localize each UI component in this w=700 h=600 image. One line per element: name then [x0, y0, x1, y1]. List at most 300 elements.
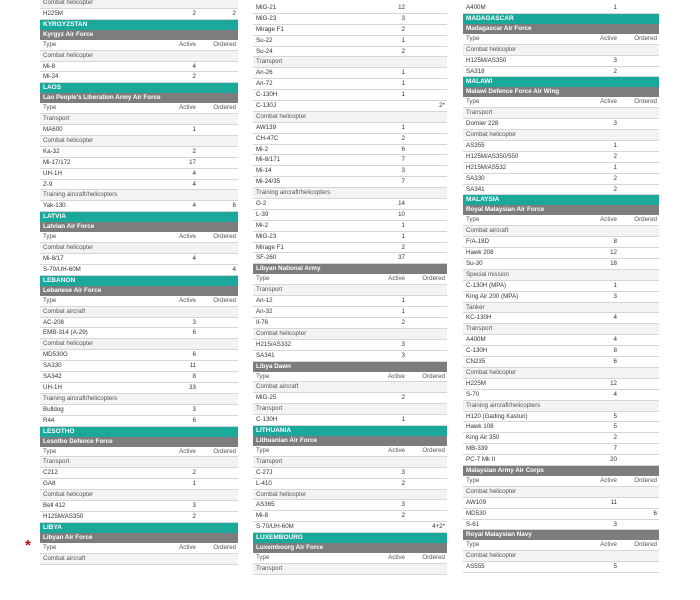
type-cell: MiG-23: [256, 14, 277, 22]
active-cell: Active: [179, 40, 196, 48]
ordered-cell: [407, 232, 447, 242]
active-cell: 4: [192, 255, 196, 263]
ordered-cell: 6: [232, 202, 236, 210]
category-label: Transport: [466, 325, 493, 333]
table-row: [463, 412, 659, 423]
table-row: [253, 318, 447, 329]
type-cell: AS365: [256, 501, 275, 509]
category-label: Transport: [256, 457, 283, 465]
active-cell: 2: [192, 9, 196, 17]
active-cell: 2: [401, 318, 405, 326]
ordered-cell: [198, 147, 238, 157]
table-row: [40, 72, 238, 83]
table-row: [463, 335, 659, 346]
air-force-header: Malaysian Army Air Corps: [463, 466, 659, 476]
table-column-left: [40, 0, 238, 565]
ordered-cell: Ordered: [634, 98, 657, 106]
category-row: [253, 188, 447, 199]
ordered-cell: [198, 383, 238, 393]
type-cell: King Air 200 (MPA): [466, 292, 519, 300]
type-cell: H225M: [43, 9, 63, 17]
type-cell: H215/AS332: [256, 340, 292, 348]
ordered-cell: Ordered: [634, 34, 657, 42]
table-row: [463, 281, 659, 292]
type-cell: Mi-8: [256, 512, 269, 520]
category-row: [463, 401, 659, 412]
type-cell: MiG-21: [256, 4, 277, 11]
ordered-cell: [198, 72, 238, 82]
ordered-cell: [619, 335, 659, 345]
ordered-cell: [198, 372, 238, 382]
table-column-middle: [253, 3, 447, 575]
table-row: [253, 79, 447, 90]
type-cell: UH-1H: [43, 169, 62, 177]
type-cell: AS355: [466, 142, 485, 150]
active-cell: 1: [401, 123, 405, 131]
active-cell: Active: [179, 447, 196, 455]
active-cell: 7: [401, 156, 405, 164]
active-cell: 3: [192, 318, 196, 326]
type-cell: Type: [256, 372, 270, 380]
category-row: [40, 114, 238, 125]
ordered-cell: [407, 3, 447, 13]
active-cell: 33: [189, 383, 196, 391]
table-row: [463, 259, 659, 270]
type-cell: SA330: [43, 362, 62, 370]
air-force-header: Malawi Defence Force Air Wing: [463, 87, 659, 97]
category-row: [40, 243, 238, 254]
type-cell: King Air 350: [466, 434, 500, 442]
type-cell: S-70/UH-60M: [256, 523, 294, 531]
type-cell: Su-30: [466, 260, 483, 268]
category-row: [40, 190, 238, 201]
table-header-row: [40, 447, 238, 458]
table-row: [253, 232, 447, 243]
active-cell: 2: [613, 174, 617, 182]
table-header-row: [463, 215, 659, 226]
type-cell: L-410: [256, 479, 272, 487]
ordered-cell: [407, 47, 447, 57]
category-row: [40, 0, 238, 9]
active-cell: 1: [401, 36, 405, 44]
ordered-cell: [619, 562, 659, 572]
type-cell: PC-7 Mk II: [466, 456, 496, 464]
ordered-cell: [619, 379, 659, 389]
category-label: Combat helicopter: [466, 131, 517, 139]
category-row: [40, 307, 238, 318]
active-cell: 3: [401, 167, 405, 175]
ordered-cell: Ordered: [213, 40, 236, 48]
active-cell: 5: [613, 563, 617, 571]
ordered-cell: [619, 119, 659, 129]
air-force-header: Libya Dawn: [253, 362, 447, 372]
category-label: Transport: [466, 109, 493, 117]
active-cell: 3: [401, 501, 405, 509]
table-header-row: [253, 274, 447, 285]
active-cell: 4: [192, 169, 196, 177]
table-row: [253, 90, 447, 101]
category-label: Combat aircraft: [43, 554, 86, 562]
ordered-cell: [619, 56, 659, 66]
table-column-right: [463, 3, 659, 573]
active-cell: 2: [192, 147, 196, 155]
category-label: Combat helicopter: [43, 0, 94, 6]
active-cell: 10: [398, 210, 405, 218]
type-cell: Mi-2: [256, 221, 269, 229]
air-force-header: Royal Malaysian Air Force: [463, 205, 659, 215]
type-cell: Type: [256, 446, 270, 454]
table-row: [40, 201, 238, 212]
table-row: [40, 372, 238, 383]
category-row: [40, 339, 238, 350]
ordered-cell: [407, 318, 447, 328]
type-cell: Hawk 208: [466, 249, 494, 257]
category-label: Tanker: [466, 303, 485, 311]
ordered-cell: [407, 243, 447, 253]
table-row: [40, 158, 238, 169]
active-cell: [367, 522, 407, 532]
table-row: [253, 36, 447, 47]
table-row: [40, 265, 238, 276]
type-cell: An-32: [256, 308, 273, 316]
active-cell: 5: [613, 423, 617, 431]
table-row: [253, 307, 447, 318]
type-cell: H125M/AS350/550: [466, 152, 519, 160]
ordered-cell: [198, 158, 238, 168]
active-cell: 1: [192, 480, 196, 488]
table-row: [463, 56, 659, 67]
category-row: [463, 108, 659, 119]
active-cell: 12: [610, 249, 617, 257]
table-row: [253, 47, 447, 58]
table-row: [463, 379, 659, 390]
table-header-row: [40, 103, 238, 114]
active-cell: 3: [613, 520, 617, 528]
table-row: [463, 3, 659, 14]
active-cell: 2: [613, 434, 617, 442]
table-row: [253, 199, 447, 210]
category-label: Combat helicopter: [466, 487, 517, 495]
category-row: [463, 551, 659, 562]
red-asterisk-marker: *: [25, 537, 31, 554]
country-header: KYRGYZSTAN: [40, 20, 238, 30]
ordered-cell: [407, 36, 447, 46]
type-cell: AC-208: [43, 318, 64, 326]
active-cell: 2: [613, 185, 617, 193]
type-cell: S-70/UH-60M: [43, 265, 81, 273]
type-cell: C-130J: [256, 102, 276, 110]
active-cell: 1: [401, 69, 405, 77]
category-row: [40, 490, 238, 501]
active-cell: [367, 101, 407, 111]
type-cell: Dornier 228: [466, 120, 499, 128]
ordered-cell: [407, 199, 447, 209]
type-cell: GA8: [43, 480, 56, 488]
ordered-cell: [407, 134, 447, 144]
active-cell: 8: [613, 238, 617, 246]
table-row: [40, 479, 238, 490]
active-cell: 8: [613, 347, 617, 355]
active-cell: 1: [401, 232, 405, 240]
ordered-cell: Ordered: [422, 372, 445, 380]
category-label: Transport: [43, 115, 70, 123]
ordered-cell: [407, 500, 447, 510]
type-cell: Su-22: [256, 36, 273, 44]
category-label: Combat helicopter: [43, 51, 94, 59]
ordered-cell: Ordered: [634, 216, 657, 224]
ordered-cell: Ordered: [634, 476, 657, 484]
category-label: Combat helicopter: [466, 368, 517, 376]
ordered-cell: Ordered: [213, 296, 236, 304]
ordered-cell: 4: [232, 265, 236, 273]
table-row: [463, 67, 659, 78]
table-row: [253, 479, 447, 490]
active-cell: 1: [613, 281, 617, 289]
active-cell: 2: [401, 25, 405, 33]
ordered-cell: [407, 210, 447, 220]
active-cell: 3: [401, 468, 405, 476]
type-cell: MD530G: [43, 351, 68, 359]
category-label: Combat helicopter: [43, 340, 94, 348]
category-label: Combat aircraft: [256, 383, 299, 391]
ordered-cell: [198, 468, 238, 478]
ordered-cell: [619, 292, 659, 302]
category-label: Combat helicopter: [256, 112, 307, 120]
type-cell: SA341: [256, 351, 275, 359]
type-cell: C-130H: [256, 416, 278, 424]
ordered-cell: 2*: [439, 102, 445, 110]
table-row: [253, 155, 447, 166]
table-row: [463, 444, 659, 455]
table-header-row: [253, 372, 447, 383]
table-row: [40, 318, 238, 329]
air-force-header: Royal Malaysian Navy: [463, 530, 659, 540]
active-cell: Active: [388, 372, 405, 380]
active-cell: Active: [179, 296, 196, 304]
category-label: Transport: [256, 564, 283, 572]
table-row: [463, 313, 659, 324]
air-force-header: Libyan Air Force: [40, 533, 238, 543]
table-row: [253, 221, 447, 232]
type-cell: MB-339: [466, 445, 488, 453]
table-row: [253, 68, 447, 79]
table-row: [463, 422, 659, 433]
category-label: Training aircraft/helicopters: [256, 189, 331, 197]
table-row: [463, 433, 659, 444]
type-cell: C-130H (MPA): [466, 281, 507, 289]
table-header-row: [463, 97, 659, 108]
active-cell: [158, 265, 198, 275]
type-cell: L-39: [256, 210, 269, 218]
active-cell: 2: [401, 394, 405, 402]
category-label: Training aircraft/helicopters: [43, 191, 118, 199]
table-header-row: [253, 446, 447, 457]
active-cell: 5: [613, 412, 617, 420]
air-force-header: Madagascar Air Force: [463, 24, 659, 34]
type-cell: Type: [43, 543, 57, 551]
table-row: [463, 119, 659, 130]
type-cell: SF-260: [256, 254, 277, 262]
type-cell: Type: [43, 296, 57, 304]
category-row: [463, 324, 659, 335]
active-cell: 4: [192, 62, 196, 70]
active-cell: 18: [610, 260, 617, 268]
active-cell: 3: [401, 340, 405, 348]
table-row: [253, 351, 447, 362]
ordered-cell: [407, 25, 447, 35]
ordered-cell: [198, 361, 238, 371]
category-row: [40, 136, 238, 147]
table-row: [40, 125, 238, 136]
type-cell: Type: [466, 34, 480, 42]
active-cell: 12: [398, 4, 405, 11]
type-cell: CN235: [466, 358, 486, 366]
table-row: [463, 390, 659, 401]
table-row: [253, 511, 447, 522]
type-cell: Mi-2: [256, 145, 269, 153]
table-row: [253, 101, 447, 112]
country-header: LAOS: [40, 83, 238, 93]
active-cell: 4: [192, 180, 196, 188]
type-cell: C212: [43, 469, 58, 477]
ordered-cell: [619, 444, 659, 454]
table-row: [253, 145, 447, 156]
ordered-cell: [619, 357, 659, 367]
type-cell: MD530: [466, 509, 486, 517]
table-row: [40, 180, 238, 191]
ordered-cell: [407, 479, 447, 489]
active-cell: 6: [401, 145, 405, 153]
ordered-cell: [407, 155, 447, 165]
active-cell: 1: [401, 297, 405, 305]
table-row: [253, 3, 447, 14]
type-cell: Type: [466, 476, 480, 484]
ordered-cell: [619, 141, 659, 151]
table-row: [40, 328, 238, 339]
ordered-cell: [407, 79, 447, 89]
table-row: [463, 346, 659, 357]
type-cell: Yak-130: [43, 202, 66, 210]
type-cell: SA330: [466, 174, 485, 182]
ordered-cell: [407, 393, 447, 403]
country-header: MALAYSIA: [463, 195, 659, 205]
active-cell: Active: [179, 104, 196, 112]
table-row: [253, 210, 447, 221]
active-cell: 3: [192, 405, 196, 413]
active-cell: 2: [613, 152, 617, 160]
country-header: LITHUANIA: [253, 426, 447, 436]
active-cell: Active: [600, 34, 617, 42]
active-cell: 3: [401, 351, 405, 359]
active-cell: Active: [600, 98, 617, 106]
type-cell: UH-1H: [43, 383, 62, 391]
active-cell: 17: [189, 158, 196, 166]
ordered-cell: [198, 416, 238, 426]
type-cell: Su-24: [256, 47, 273, 55]
category-row: [463, 270, 659, 281]
ordered-cell: [619, 3, 659, 13]
ordered-cell: [619, 412, 659, 422]
table-row: [253, 522, 447, 533]
table-row: [463, 237, 659, 248]
type-cell: H120 (Gading Kasturi): [466, 412, 528, 420]
type-cell: KC-130H: [466, 314, 492, 322]
table-header-row: [40, 232, 238, 243]
active-cell: 12: [610, 379, 617, 387]
active-cell: 6: [192, 416, 196, 424]
table-row: [463, 248, 659, 259]
category-label: Combat helicopter: [43, 244, 94, 252]
category-label: Training aircraft/helicopters: [43, 394, 118, 402]
active-cell: Active: [388, 275, 405, 283]
type-cell: Type: [43, 40, 57, 48]
table-header-row: [40, 40, 238, 51]
ordered-cell: [407, 351, 447, 361]
category-row: [40, 554, 238, 565]
active-cell: 4: [192, 202, 196, 210]
category-row: [463, 368, 659, 379]
table-row: [463, 174, 659, 185]
air-force-header: Lebanese Air Force: [40, 286, 238, 296]
table-row: [463, 520, 659, 531]
active-cell: [579, 509, 619, 519]
type-cell: Type: [43, 447, 57, 455]
type-cell: C-27J: [256, 468, 273, 476]
ordered-cell: [407, 415, 447, 425]
table-header-row: [463, 540, 659, 551]
ordered-cell: [619, 237, 659, 247]
table-row: [463, 455, 659, 466]
active-cell: 7: [613, 445, 617, 453]
category-label: Combat helicopter: [466, 45, 517, 53]
active-cell: 11: [610, 498, 617, 506]
ordered-cell: [407, 340, 447, 350]
air-force-header: Luxembourg Air Force: [253, 543, 447, 553]
type-cell: Mirage F1: [256, 243, 284, 251]
ordered-cell: [619, 433, 659, 443]
active-cell: 37: [398, 254, 405, 262]
ordered-cell: Ordered: [422, 275, 445, 283]
active-cell: 2: [401, 47, 405, 55]
table-row: [40, 512, 238, 523]
type-cell: AS555: [466, 563, 485, 571]
type-cell: S-61: [466, 520, 480, 528]
type-cell: An-12: [256, 297, 273, 305]
table-row: [463, 562, 659, 573]
category-row: [253, 329, 447, 340]
type-cell: Type: [256, 275, 270, 283]
table-row: [40, 254, 238, 265]
type-cell: An-72: [256, 80, 273, 88]
ordered-cell: Ordered: [422, 446, 445, 454]
active-cell: 3: [401, 14, 405, 22]
table-row: [40, 468, 238, 479]
category-row: [463, 45, 659, 56]
active-cell: 3: [613, 292, 617, 300]
active-cell: 6: [192, 329, 196, 337]
table-row: [463, 292, 659, 303]
active-cell: Active: [179, 233, 196, 241]
type-cell: Mi-17/172: [43, 158, 71, 166]
table-row: [40, 62, 238, 73]
ordered-cell: [198, 180, 238, 190]
table-row: [463, 357, 659, 368]
country-header: LIBYA: [40, 523, 238, 533]
active-cell: Active: [388, 446, 405, 454]
ordered-cell: [619, 422, 659, 432]
category-label: Combat helicopter: [256, 329, 307, 337]
type-cell: SA318: [466, 67, 485, 75]
